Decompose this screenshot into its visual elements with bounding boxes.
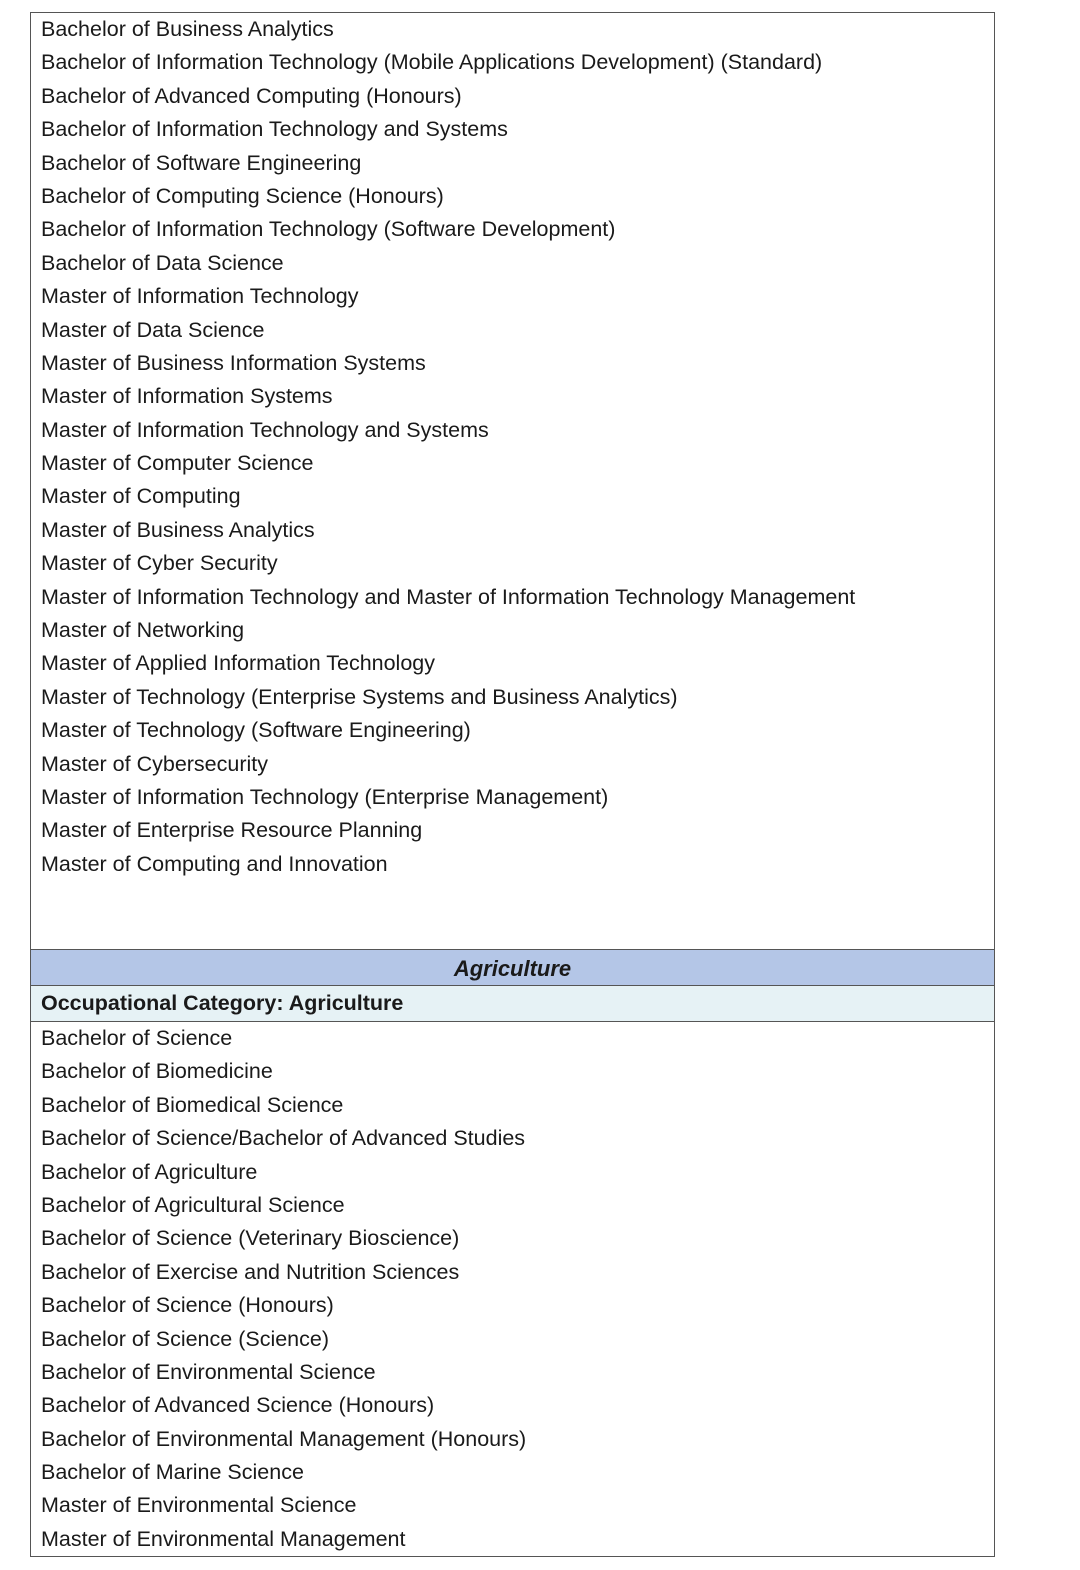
degree-list-item: Master of Technology (Software Engineering) xyxy=(41,718,471,743)
degree-list-item: Bachelor of Science (Science) xyxy=(41,1326,330,1351)
degree-list-item: Master of Applied Information Technology xyxy=(41,651,436,676)
degree-list-item: Bachelor of Science xyxy=(41,1026,233,1050)
degree-table xyxy=(30,12,995,1557)
degree-list-item: Master of Information Technology (Enterprise Management) xyxy=(41,784,609,809)
degree-list-item: Bachelor of Business Analytics xyxy=(41,17,334,41)
degree-list-item: Bachelor of Advanced Computing (Honours) xyxy=(41,83,462,108)
degree-list-item: Master of Cybersecurity xyxy=(41,751,269,776)
degree-list-item: Bachelor of Biomedical Science xyxy=(41,1092,344,1117)
it-degree-list xyxy=(31,13,994,881)
degree-list-item: Bachelor of Agricultural Science xyxy=(41,1192,345,1217)
degree-list-item: Master of Business Analytics xyxy=(41,517,315,542)
degree-list-item: Bachelor of Agriculture xyxy=(41,1159,258,1184)
degree-list-item: Bachelor of Information Technology (Mobile Applications Development) (Standard) xyxy=(41,50,823,75)
section-header-agriculture: Agriculture xyxy=(31,949,994,986)
degree-list-item: Master of Cyber Security xyxy=(41,551,278,576)
degree-list-item: Bachelor of Environmental Management (Honours) xyxy=(41,1426,527,1451)
degree-list-item: Master of Information Technology xyxy=(41,284,359,309)
degree-list-item: Master of Enterprise Resource Planning xyxy=(41,818,423,843)
agriculture-degree-list xyxy=(31,1022,994,1556)
degree-list-item: Master of Information Systems xyxy=(41,384,333,409)
degree-list-item: Bachelor of Exercise and Nutrition Sciences xyxy=(41,1259,460,1284)
degree-list-item: Bachelor of Environmental Science xyxy=(41,1359,376,1384)
degree-list-item: Master of Environmental Management xyxy=(41,1526,406,1551)
degree-list-item: Bachelor of Information Technology (Software Development) xyxy=(41,217,616,242)
degree-list-item: Master of Data Science xyxy=(41,317,265,342)
degree-list-item: Master of Information Technology and Systems xyxy=(41,417,489,442)
degree-list-item: Master of Technology (Enterprise Systems and Business Analytics) xyxy=(41,684,678,709)
degree-list-item: Bachelor of Information Technology and Systems xyxy=(41,117,508,142)
degree-list-item: Bachelor of Software Engineering xyxy=(41,150,362,175)
degree-list-item: Master of Computer Science xyxy=(41,451,314,476)
degree-list-item: Master of Information Technology and Master of Information Technology Management xyxy=(41,584,856,609)
degree-list-item: Bachelor of Science (Veterinary Bioscience) xyxy=(41,1226,460,1251)
degree-list-item: Bachelor of Marine Science xyxy=(41,1460,304,1485)
degree-list-item: Bachelor of Science/Bachelor of Advanced Studies xyxy=(41,1126,526,1151)
degree-list-item: Master of Environmental Science xyxy=(41,1493,357,1518)
degree-list-item: Master of Computing xyxy=(41,484,241,509)
occupational-category-label: Occupational Category: Agriculture xyxy=(31,986,994,1022)
degree-list-item: Bachelor of Advanced Science (Honours) xyxy=(41,1393,435,1418)
degree-list-item: Master of Business Information Systems xyxy=(41,350,426,375)
degree-list-item: Bachelor of Data Science xyxy=(41,250,284,275)
degree-list-item: Bachelor of Computing Science (Honours) xyxy=(41,183,444,208)
degree-list-item: Bachelor of Science (Honours) xyxy=(41,1293,334,1318)
degree-list-item: Master of Computing and Innovation xyxy=(41,851,388,876)
degree-list-item: Bachelor of Biomedicine xyxy=(41,1059,273,1084)
degree-list-item: Master of Networking xyxy=(41,618,245,643)
